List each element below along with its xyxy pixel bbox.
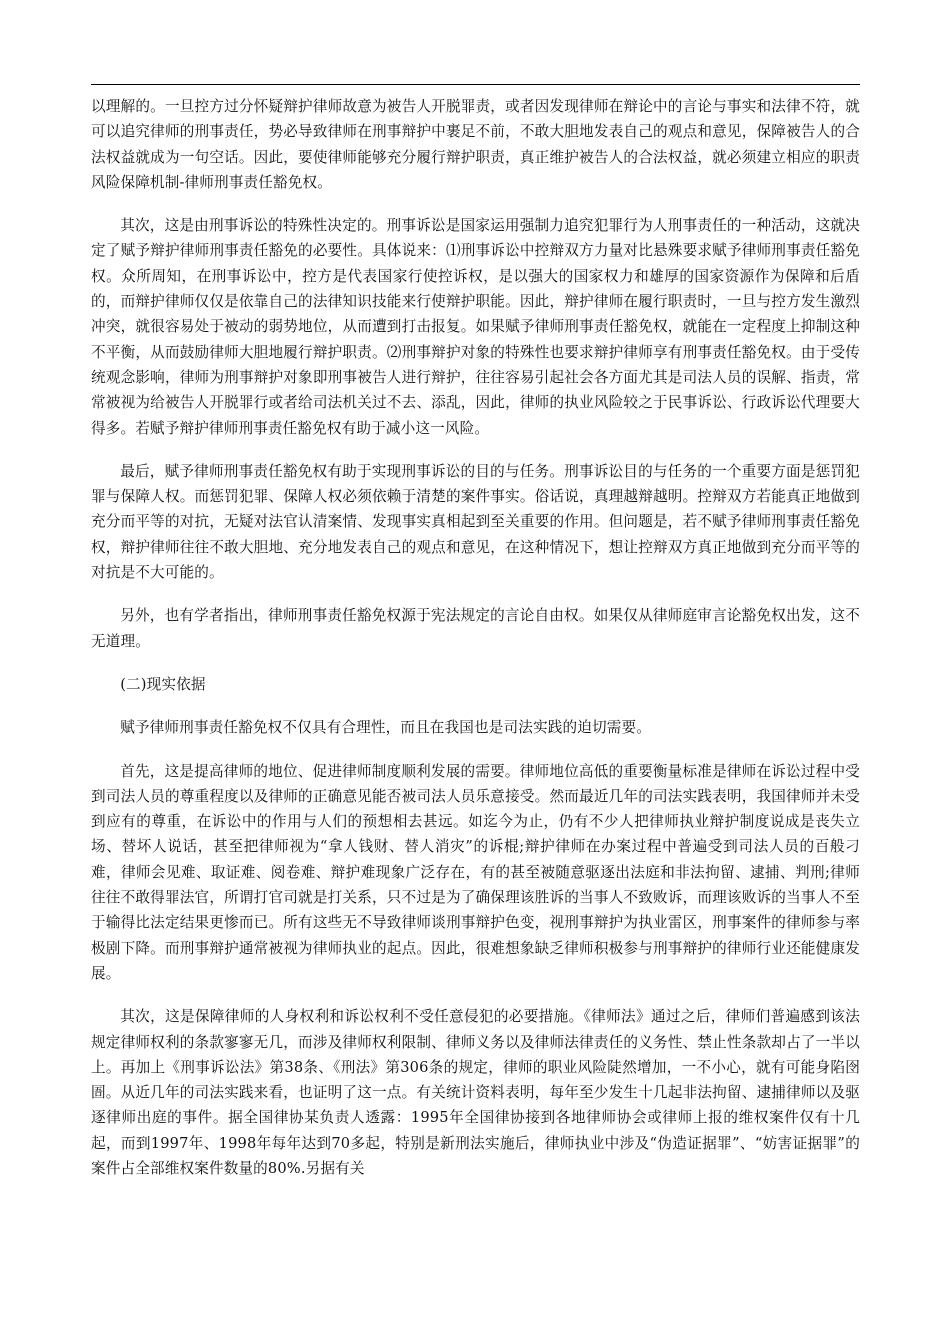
paragraph-lawyer-rights: 其次，这是保障律师的人身权利和诉讼权利不受任意侵犯的必要措施。《律师法》通过之后，律师们普遍感到该法规定律师权利的条款寥寥无几，而涉及律师权利限制、律师义务以及律师法律责任的义务性、禁止性条款却占了一半以上。再加上《刑事诉讼法》第38条、《刑法》第306条的规定，律师的职业风险陡然增加，一不小心，就有可能身陷囹圄。从近几年的司法实践来看，也证明了这一点。有关统计资料表明，每年至少发生十几起非法拘留、逮捕律师以及驱逐律师出庭的事件。据全国律协某负责人透露：1995年全国律协接到各地律师协会或律师上报的维权案件仅有十几起，而到1997年、1998年每年达到70多起，特别是新刑法实施后，律师执业中涉及“伪造证据罪”、“妨害证据罪”的案件占全部维权案件数量的80%.另据有关 <box>91 1008 860 1177</box>
paragraph-criminal-procedure: 其次，这是由刑事诉讼的特殊性决定的。刑事诉讼是国家运用强制力追究犯罪行为人刑事责任的一种活动，这就决定了赋予辩护律师刑事责任豁免的必要性。具体说来：⑴刑事诉讼中控辩双方力量对比悬殊要求赋予律师刑事责任豁免权。众所周知，在刑事诉讼中，控方是代表国家行使控诉权，是以强大的国家权力和雄厚的国家资源作为保障和后盾的，而辩护律师仅仅是依靠自己的法律知识技能来行使辩护职能。因此，辩护律师在履行职责时，一旦与控方发生激烈冲突，就很容易处于被动的弱势地位，从而遭到打击报复。如果赋予律师刑事责任豁免权，就能在一定程度上抑制这种不平衡，从而鼓励律师大胆地履行辩护职责。⑵刑事辩护对象的特殊性也要求辩护律师享有刑事责任豁免权。由于受传统观念影响，律师为刑事辩护对象即刑事被告人进行辩护，往往容易引起社会各方面尤其是司法人员的误解、指责，常常被视为给被告人开脱罪行或者给司法机关过不去、添乱，因此，律师的执业风险较之于民事诉讼、行政诉讼代理要大得多。若赋予辩护律师刑事责任豁免权有助于减小这一风险。 <box>91 217 860 437</box>
document-page <box>91 0 860 1344</box>
section-heading-practical-basis: (二)现实依据 <box>120 675 206 693</box>
document-body <box>91 94 860 1199</box>
paragraph-continuation: 以理解的。一旦控方过分怀疑辩护律师故意为被告人开脱罪责，或者因发现律师在辩论中的言论与事实和法律不符，就可以追究律师的刑事责任，势必导致律师在刑事辩护中裹足不前，不敢大胆地发表自己的观点和意见，保障被告人的合法权益就成为一句空话。因此，要使律师能够充分履行辩护职责，真正维护被告人的合法权益，就必须建立相应的职责风险保障机制-律师刑事责任豁免权。 <box>91 98 860 191</box>
paragraph-lawyer-status: 首先，这是提高律师的地位、促进律师制度顺利发展的需要。律师地位高低的重要衡量标准是律师在诉讼过程中受到司法人员的尊重程度以及律师的正确意见能否被司法人员乐意接受。然而最近几年的司法实践表明，我国律师并未受到应有的尊重，在诉讼中的作用与人们的预想相去甚远。如迄今为止，仍有不少人把律师执业辩护制度说成是丧失立场、替坏人说话，甚至把律师视为“拿人钱财、替人消灾”的诉棍;辩护律师在办案过程中普遍受到司法人员的百般刁难，律师会见难、取证难、阅卷难、辩护难现象广泛存在，有的甚至被随意驱逐出法庭和非法拘留、逮捕、判刑;律师往往不敢得罪法官，所谓打官司就是打关系，只不过是为了确保理该胜诉的当事人不致败诉，而理该败诉的当事人不至于输得比法定结果更惨而已。所有这些无不导致律师谈刑事辩护色变，视刑事辩护为执业雷区，刑事案件的律师参与率极剧下降。而刑事辩护通常被视为律师执业的起点。因此，很难想象缺乏律师积极参与刑事辩护的律师行业还能健康发展。 <box>91 762 860 982</box>
paragraph-scholar-view: 另外，也有学者指出，律师刑事责任豁免权源于宪法规定的言论自由权。如果仅从律师庭审言论豁免权出发，这不无道理。 <box>91 607 860 650</box>
paragraph-practical-need: 赋予律师刑事责任豁免权不仅具有合理性，而且在我国也是司法实践的迫切需要。 <box>120 719 651 737</box>
header-rule <box>91 84 860 85</box>
paragraph-purpose-task: 最后，赋予律师刑事责任豁免权有助于实现刑事诉讼的目的与任务。刑事诉讼目的与任务的一个重要方面是惩罚犯罪与保障人权。而惩罚犯罪、保障人权必须依赖于清楚的案件事实。俗话说，真理越辩越明。控辩双方若能真正地做到充分而平等的对抗，无疑对法官认清案情、发现事实真相起到至关重要的作用。但问题是，若不赋予律师刑事责任豁免权，辩护律师往往不敢大胆地、充分地发表自己的观点和意见，在这种情况下，想让控辩双方真正地做到充分而平等的对抗是不大可能的。 <box>91 462 860 582</box>
